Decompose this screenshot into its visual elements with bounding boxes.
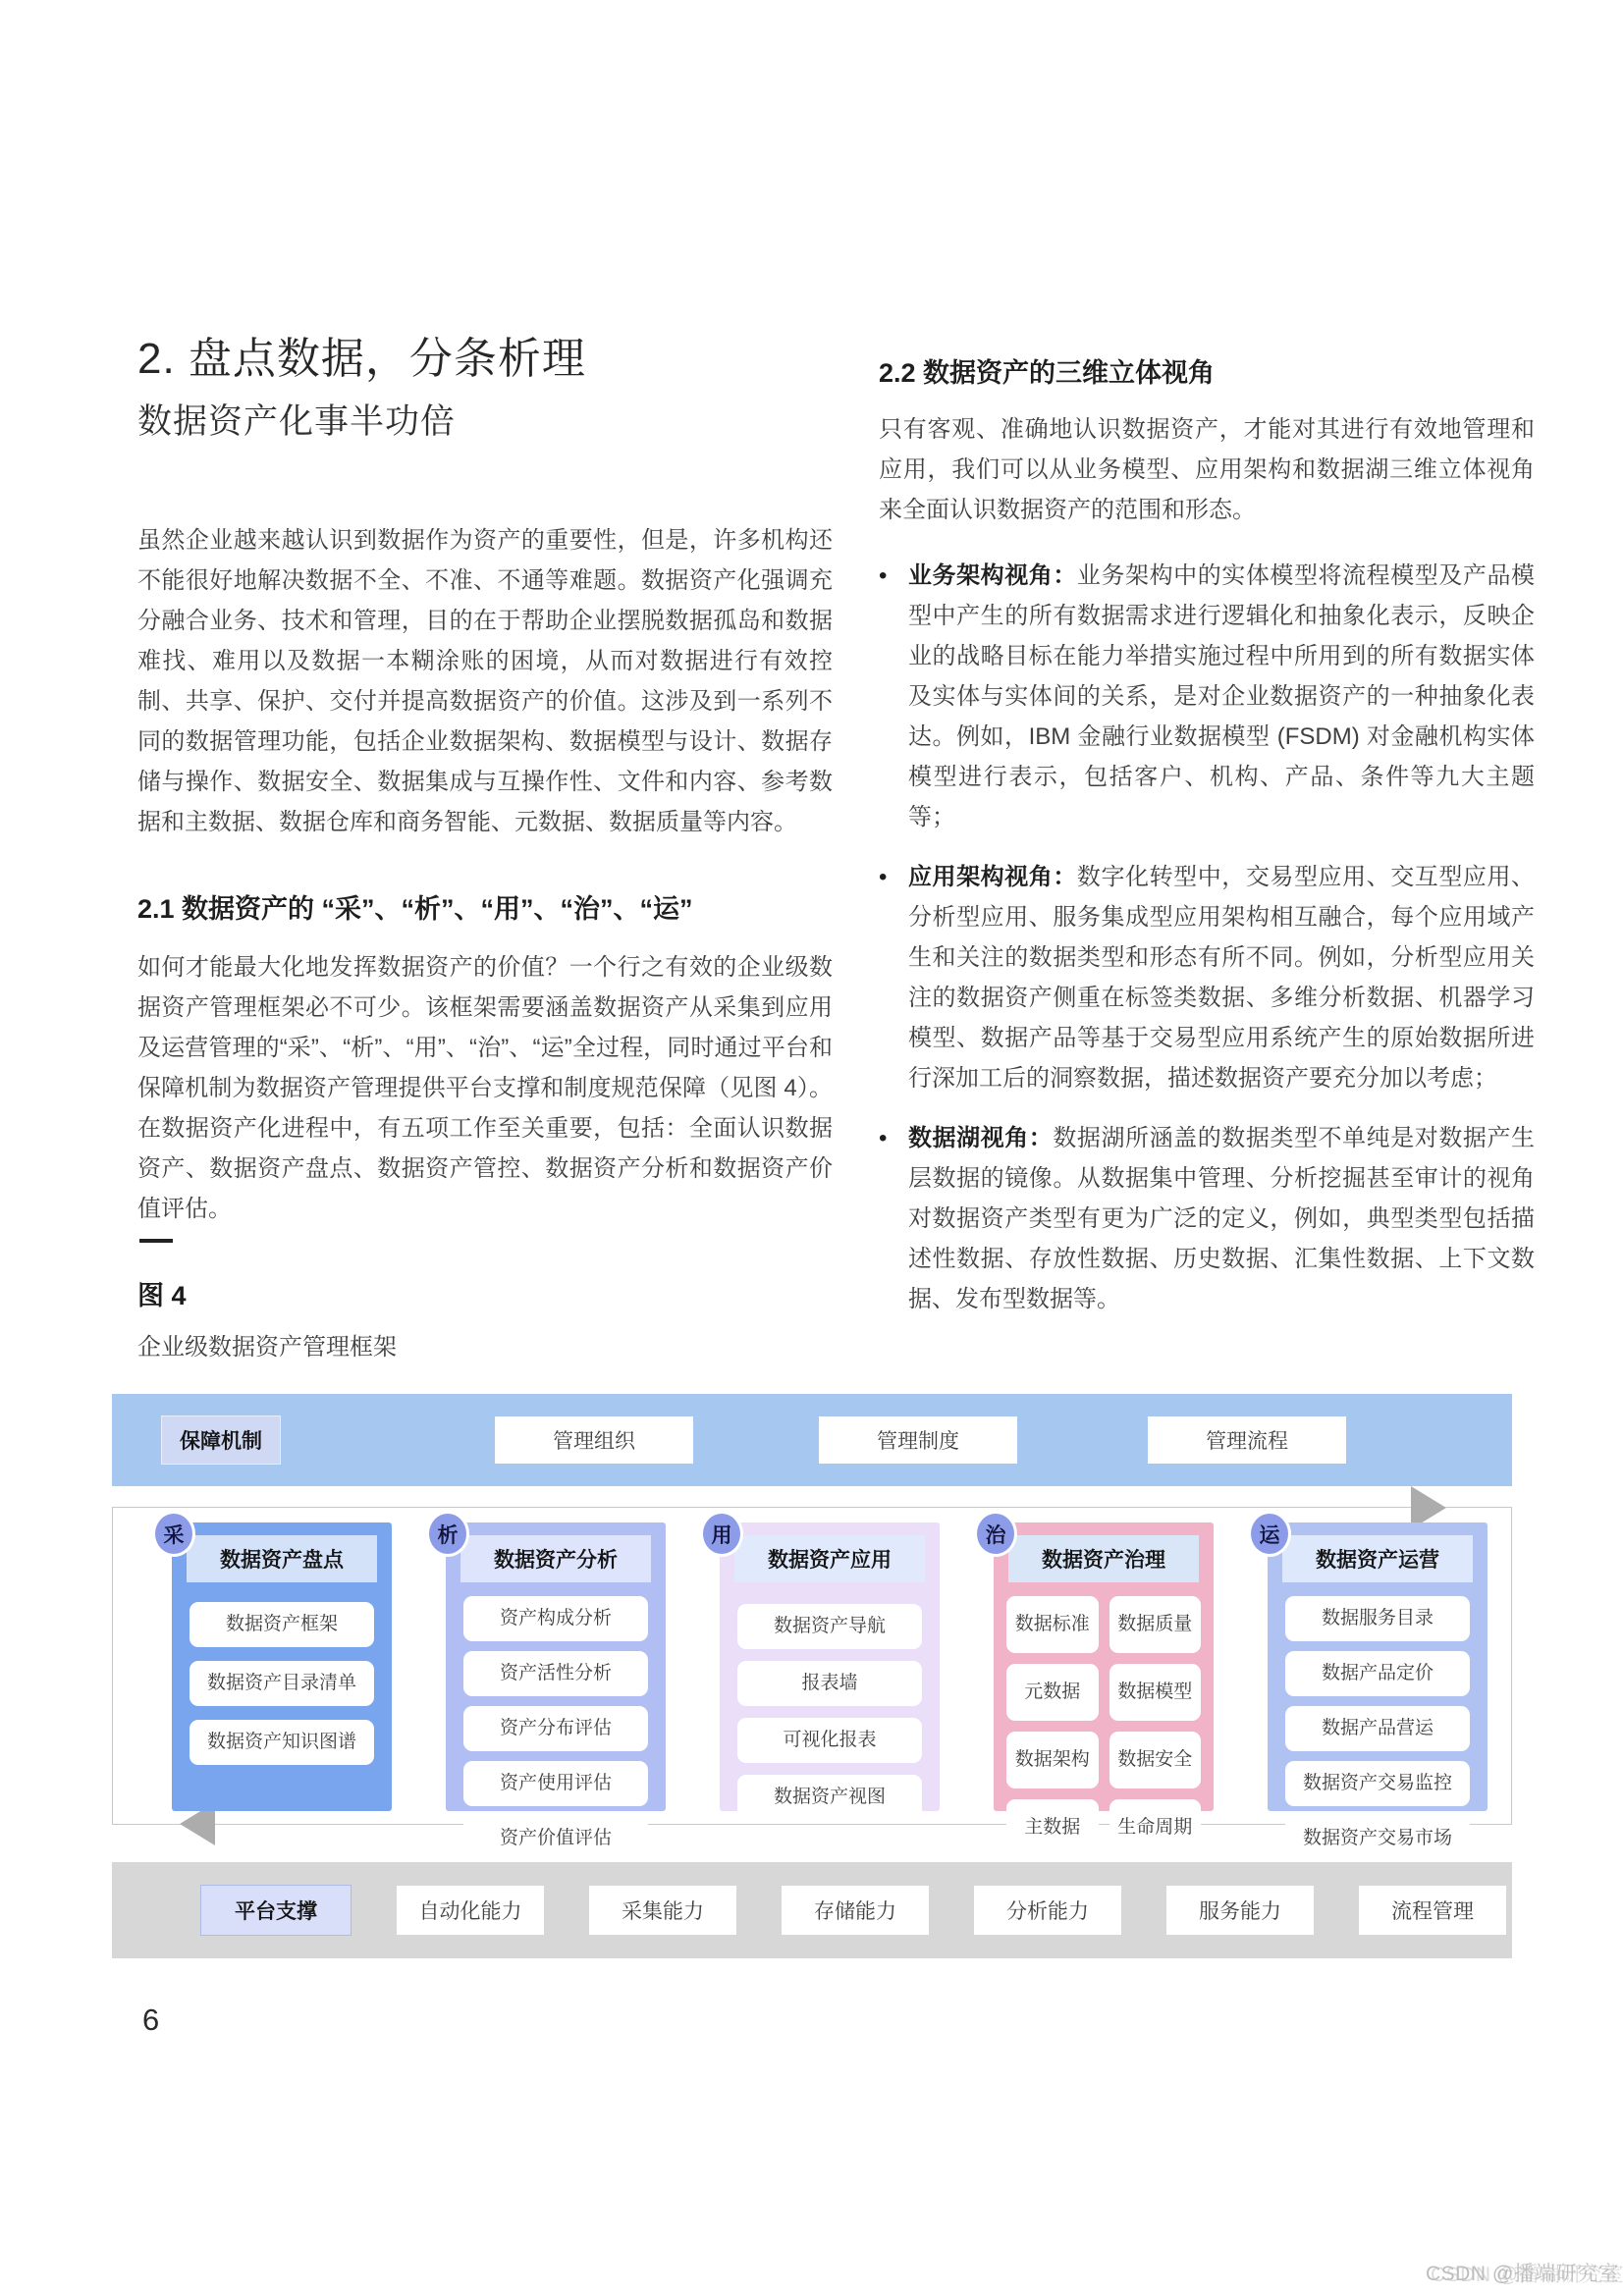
band-box-management-org: 管理组织 <box>495 1416 693 1464</box>
panel-title: 数据资产运营 <box>1282 1535 1473 1582</box>
panel-operate <box>1259 1522 1488 1849</box>
panel-item: 数据产品定价 <box>1285 1651 1470 1696</box>
panel-item: 数据服务目录 <box>1285 1596 1470 1641</box>
panel-item: 可视化报表 <box>737 1718 922 1763</box>
bullet-dot: • <box>879 562 888 589</box>
panel-collect <box>163 1522 392 1811</box>
panel-item: 数据资产导航 <box>737 1604 922 1649</box>
framework-frame <box>112 1507 1512 1849</box>
panel-title: 数据资产应用 <box>734 1535 925 1582</box>
panel-badge-govern: 治 <box>974 1511 1017 1557</box>
panel-item: 报表墙 <box>737 1661 922 1706</box>
panel-item: 数据资产视图 <box>737 1775 922 1820</box>
figure-label: 图 4 <box>137 1281 187 1310</box>
panel-item: 资产价值评估 <box>463 1816 648 1861</box>
panel-item: 资产构成分析 <box>463 1596 648 1641</box>
panel-item: 数据架构 <box>1006 1732 1099 1789</box>
section-2-1-heading: 2.1 数据资产的 “采”、“析”、“用”、“治”、“运” <box>137 894 693 925</box>
panel-item: 数据资产目录清单 <box>189 1661 374 1706</box>
left-column <box>137 334 833 1229</box>
panel-item: 数据资产知识图谱 <box>189 1720 374 1765</box>
capability-box-storage: 存储能力 <box>782 1886 929 1935</box>
watermark: CSDN @播端研究室 <box>1426 2263 1620 2285</box>
panel-badge-operate: 运 <box>1248 1511 1291 1557</box>
intro-paragraph: 虽然企业越来越认识到数据作为资产的重要性，但是，许多机构还不能很好地解决数据不全、不准、不通等难题。数据资产化强调充分融合业务、技术和管理，目的在于帮助企业摆脱数据孤岛和数据难找、难用以及数据一本糊涂账的困境，从而对数据进行有效控制、共享、保护、交付并提高数据资产的价值。这涉及到一系列不同的数据管理功能，包括企业数据架构、数据模型与设计、数据存储与操作、数据安全、数据集成与互操作性、文件和内容、参考数据和主数据、数据仓库和商务智能、元数据、数据质量等内容。 <box>137 527 833 836</box>
panel-item: 数据资产框架 <box>189 1602 374 1647</box>
panel-badge-collect: 采 <box>152 1511 195 1557</box>
bullet-item <box>879 556 1535 837</box>
panel-badge-apply: 用 <box>700 1511 743 1557</box>
page-number: 6 <box>142 2002 160 2037</box>
bullet-dot: • <box>879 1125 888 1151</box>
panel-analyze <box>437 1522 666 1849</box>
section-2-1-body: 如何才能最大化地发挥数据资产的价值？一个行之有效的企业级数据资产管理框架必不可少。该框架需要涵盖数据资产从采集到应用及运营管理的“采”、“析”、“用”、“治”、“运”全过程，同时通过平台和保障机制为数据资产管理提供平台支撑和制度规范保障（见图 4）。在数据资产化进程中，有五项工作至关重要，包括：全面认识数据资产、数据资产盘点、数据资产管控、数据资产分析和数据资产价值评估。 <box>137 954 833 1223</box>
bullet-body: 数字化转型中，交易型应用、交互型应用、分析型应用、服务集成型应用架构相互融合，每个应用域产生和关注的数据类型和形态有所不同。例如，分析型应用关注的数据资产侧重在标签类数据、多维分析数据、机器学习模型、数据产品等基于交易型应用系统产生的原始数据所进行深加工后的洞察数据，描述数据资产要充分加以考虑； <box>908 864 1536 1092</box>
capability-box-collection: 采集能力 <box>589 1886 736 1935</box>
panel-title: 数据资产分析 <box>460 1535 651 1582</box>
panel-item: 数据标准 <box>1006 1596 1099 1653</box>
capability-box-service: 服务能力 <box>1166 1886 1314 1935</box>
panel-apply <box>711 1522 940 1811</box>
panel-item: 资产分布评估 <box>463 1706 648 1751</box>
bullet-lead: 业务架构视角： <box>908 562 1077 589</box>
figure-caption: 企业级数据资产管理框架 <box>137 1334 397 1361</box>
panel-title: 数据资产治理 <box>1008 1535 1199 1582</box>
panel-item: 数据资产交易监控 <box>1285 1761 1470 1806</box>
capability-box-analysis: 分析能力 <box>974 1886 1121 1935</box>
bullet-body: 业务架构中的实体模型将流程模型及产品模型中产生的所有数据需求进行逻辑化和抽象化表示，反映企业的战略目标在能力举措实施过程中所用到的所有数据实体及实体与实体间的关系，是对企业数据资产的一种抽象化表达。例如，IBM 金融行业数据模型 (FSDM) 对金融机构实体模型进行表示，包括客户、机构、产品、条件等九大主题等； <box>908 562 1536 830</box>
panel-item: 数据产品营运 <box>1285 1706 1470 1751</box>
panel-item: 数据质量 <box>1109 1596 1202 1653</box>
panel-item: 资产使用评估 <box>463 1761 648 1806</box>
panel-item: 数据安全 <box>1109 1732 1202 1789</box>
section-2-2-heading: 2.2 数据资产的三维立体视角 <box>879 358 1216 388</box>
panel-item: 数据模型 <box>1109 1664 1202 1721</box>
right-column <box>879 351 1535 1339</box>
section-title: 2. 盘点数据，分条析理 <box>137 335 586 383</box>
platform-chip: 平台支撑 <box>200 1885 352 1936</box>
band-box-management-process: 管理流程 <box>1148 1416 1346 1464</box>
bullet-list <box>879 556 1535 1319</box>
assurance-chip: 保障机制 <box>161 1415 281 1465</box>
section-subtitle: 数据资产化事半功倍 <box>137 401 457 441</box>
platform-band <box>112 1862 1512 1958</box>
panel-title: 数据资产盘点 <box>187 1535 377 1582</box>
panel-item: 数据资产交易市场 <box>1285 1816 1470 1861</box>
capability-box-automation: 自动化能力 <box>397 1886 544 1935</box>
bullet-dot: • <box>879 864 888 890</box>
panel-govern <box>985 1522 1214 1839</box>
capability-box-process: 流程管理 <box>1359 1886 1506 1935</box>
bullet-body: 数据湖所涵盖的数据类型不单纯是对数据产生层数据的镜像。从数据集中管理、分析挖掘甚至审计的视角对数据资产类型有更为广泛的定义，例如，典型类型包括描述性数据、存放性数据、历史数据、汇集性数据、上下文数据、发布型数据等。 <box>908 1125 1536 1312</box>
bullet-lead: 数据湖视角： <box>908 1125 1054 1151</box>
bullet-item <box>879 857 1535 1098</box>
panel-item: 资产活性分析 <box>463 1651 648 1696</box>
section-2-2-intro: 只有客观、准确地认识数据资产，才能对其进行有效地管理和应用，我们可以从业务模型、应用架构和数据湖三维立体视角来全面认识数据资产的范围和形态。 <box>879 416 1535 523</box>
band-box-management-rules: 管理制度 <box>819 1416 1017 1464</box>
bullet-lead: 应用架构视角： <box>908 864 1077 890</box>
panel-badge-analyze: 析 <box>426 1511 469 1557</box>
assurance-band <box>112 1394 1512 1486</box>
figure-separator-dash <box>139 1239 173 1243</box>
bullet-item <box>879 1118 1535 1319</box>
panel-item: 主数据 <box>1006 1799 1099 1856</box>
panel-item: 元数据 <box>1006 1664 1099 1721</box>
panel-item: 生命周期 <box>1109 1799 1202 1856</box>
